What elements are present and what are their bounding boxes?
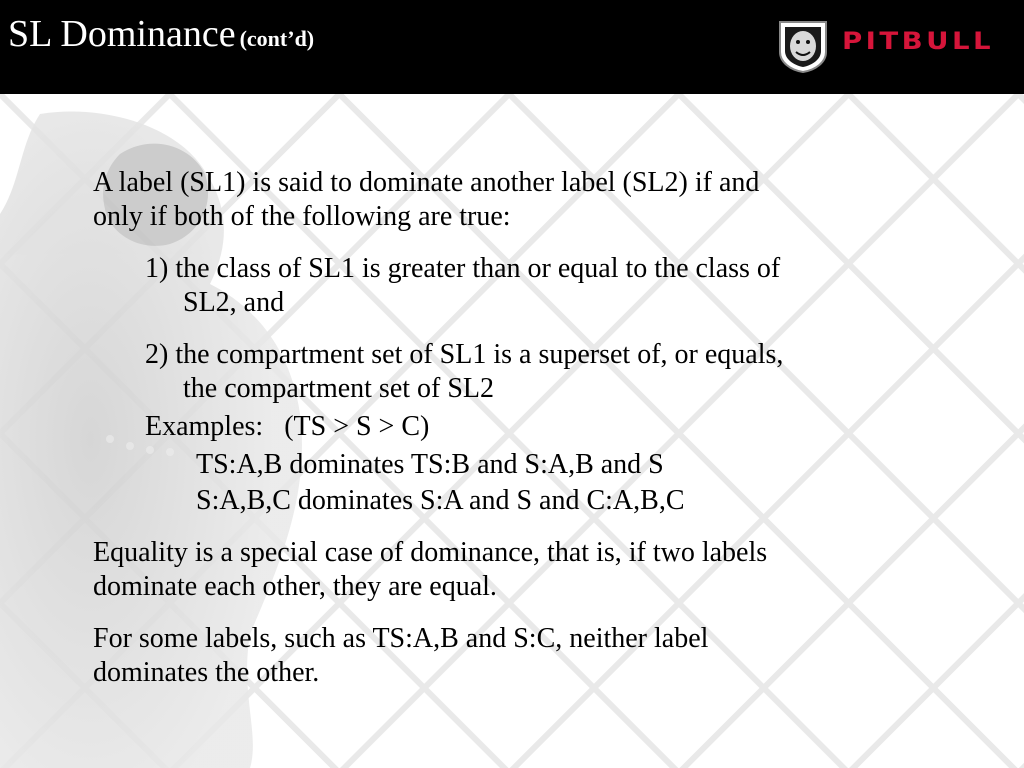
title-subtitle: (cont’d) <box>239 26 315 51</box>
brand-logo-text: PITBULL <box>842 27 995 55</box>
paragraph-2-line-2: dominate each other, they are equal. <box>93 571 497 602</box>
paragraph-1-line-2: only if both of the following are true: <box>93 201 511 232</box>
item-2-line-2: the compartment set of SL2 <box>183 373 495 404</box>
paragraph-2-line-1: Equality is a special case of dominance, that is, if two labels <box>93 537 768 568</box>
paragraph-1-line-1: A label (SL1) is said to dominate another label (SL2) if and <box>93 167 760 198</box>
examples-heading: Examples: (TS > S > C) <box>145 411 430 442</box>
paragraph-3-line-2: dominates the other. <box>93 657 320 688</box>
item-1-line-2: SL2, and <box>183 287 285 318</box>
item-2-line-1: 2) the compartment set of SL1 is a superset of, or equals, <box>145 339 784 370</box>
example-1: TS:A,B dominates TS:B and S:A,B and S <box>196 449 664 480</box>
paragraph-3-line-1: For some labels, such as TS:A,B and S:C, neither label <box>93 623 709 654</box>
title-text: SL Dominance <box>8 13 236 55</box>
item-1-line-1: 1) the class of SL1 is greater than or equal to the class of <box>145 253 781 284</box>
example-2: S:A,B,C dominates S:A and S and C:A,B,C <box>196 485 685 516</box>
